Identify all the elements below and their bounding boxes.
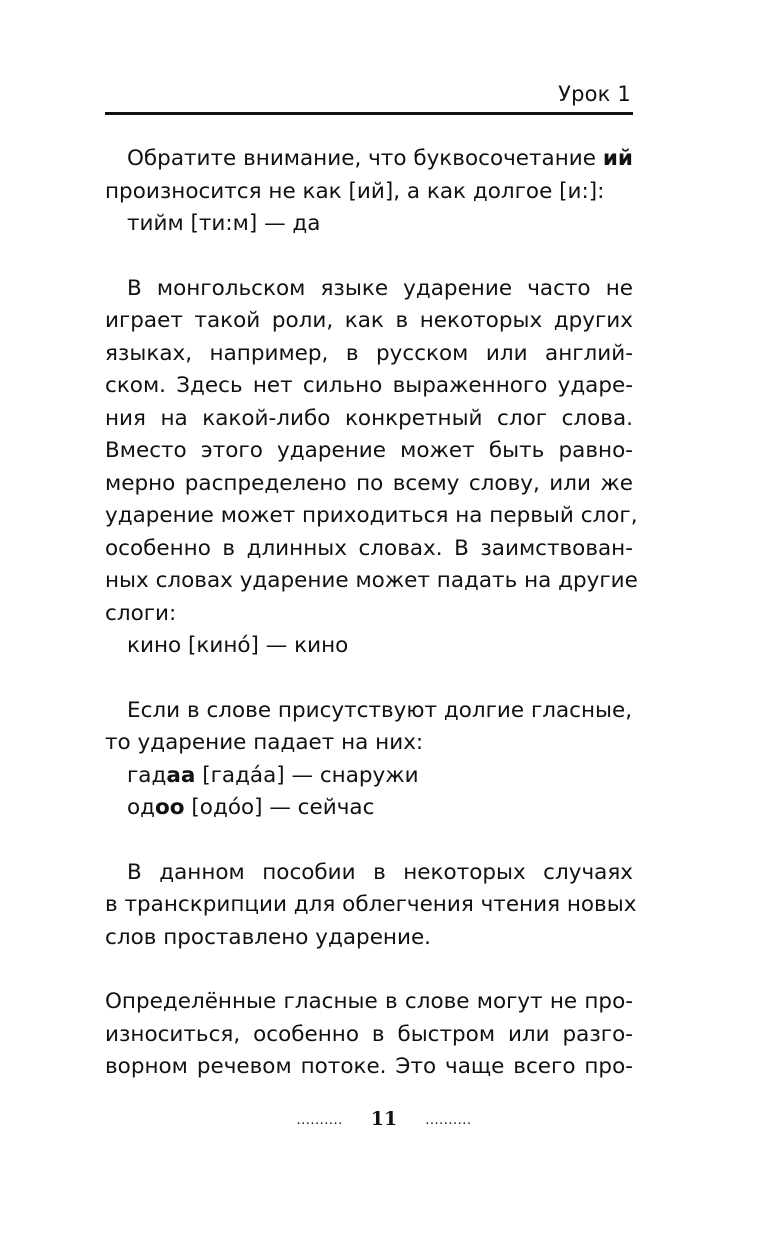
text-run: [одóо] — сейчас [184,795,375,820]
bold-letters: аа [166,762,196,788]
paragraph-line: ния на какой-либо конкретный слог слова. [105,405,633,431]
bold-letters: оо [155,795,185,820]
paragraph-4 [105,857,637,955]
page-content [105,143,638,1084]
paragraph-line: слоги: [105,600,177,626]
paragraph-line: мерно распределено по всему слову, или же [105,470,633,496]
page-number: 11 [370,1108,398,1130]
paragraph-line: Если в слове присутствуют долгие гласные, [127,697,633,723]
paragraph-line [105,143,633,176]
text-run: гад [127,762,167,788]
paragraph-line: в транскрипции для облегчения чтения новых [105,892,637,917]
example-line: кино [кинó] — кино [127,633,349,658]
paragraph-3 [105,695,633,760]
paragraph-line: ском. Здесь нет сильно выраженного ударе- [105,373,633,398]
page-footer [0,1108,768,1130]
paragraph-line: износиться, особенно в быстром или разго- [105,1021,633,1047]
paragraph-line: произносится не как [ий], а как долгое [и:]: [105,178,605,204]
paragraph-line: играет такой роли, как в некоторых других [105,308,633,333]
paragraph-line: особенно в длинных словах. В заимствован- [105,535,633,561]
example-line: тийм [ти:м] — да [127,211,321,236]
paragraph-line: ударение может приходиться на первый слог, [105,503,638,528]
example-line [105,760,633,793]
paragraph-line: ных словах ударение может падать на другие [105,568,638,593]
footer-dots-right: .......... [425,1112,472,1128]
text-run: од [127,795,156,820]
paragraph-line: ворном речевом потоке. Это чаще всего про- [105,1054,633,1079]
paragraph-line: слов проставлено ударение. [105,924,432,950]
paragraph-line: Вместо этого ударение может быть равно- [105,438,633,463]
footer-dots-left: .......... [296,1112,343,1128]
bold-letters: ий [602,146,633,171]
text-run: [гадáа] — снаружи [195,762,419,788]
paragraph-line: В данном пособии в некоторых случаях [127,859,633,885]
page-header [105,80,633,115]
paragraph-5 [105,986,633,1084]
lesson-title: Урок 1 [558,82,631,106]
paragraph-line: Определённые гласные в слове могут не про- [105,989,633,1014]
paragraph-line: языках, например, в русском или англий- [105,340,633,366]
text-run: Обратите внимание, что буквосочетание [127,146,603,171]
paragraph-1 [105,143,633,208]
example-line [105,792,633,825]
paragraph-line: то ударение падает на них: [105,730,424,755]
paragraph-2 [105,273,638,631]
paragraph-line: В монгольском языке ударение часто не [127,275,633,301]
